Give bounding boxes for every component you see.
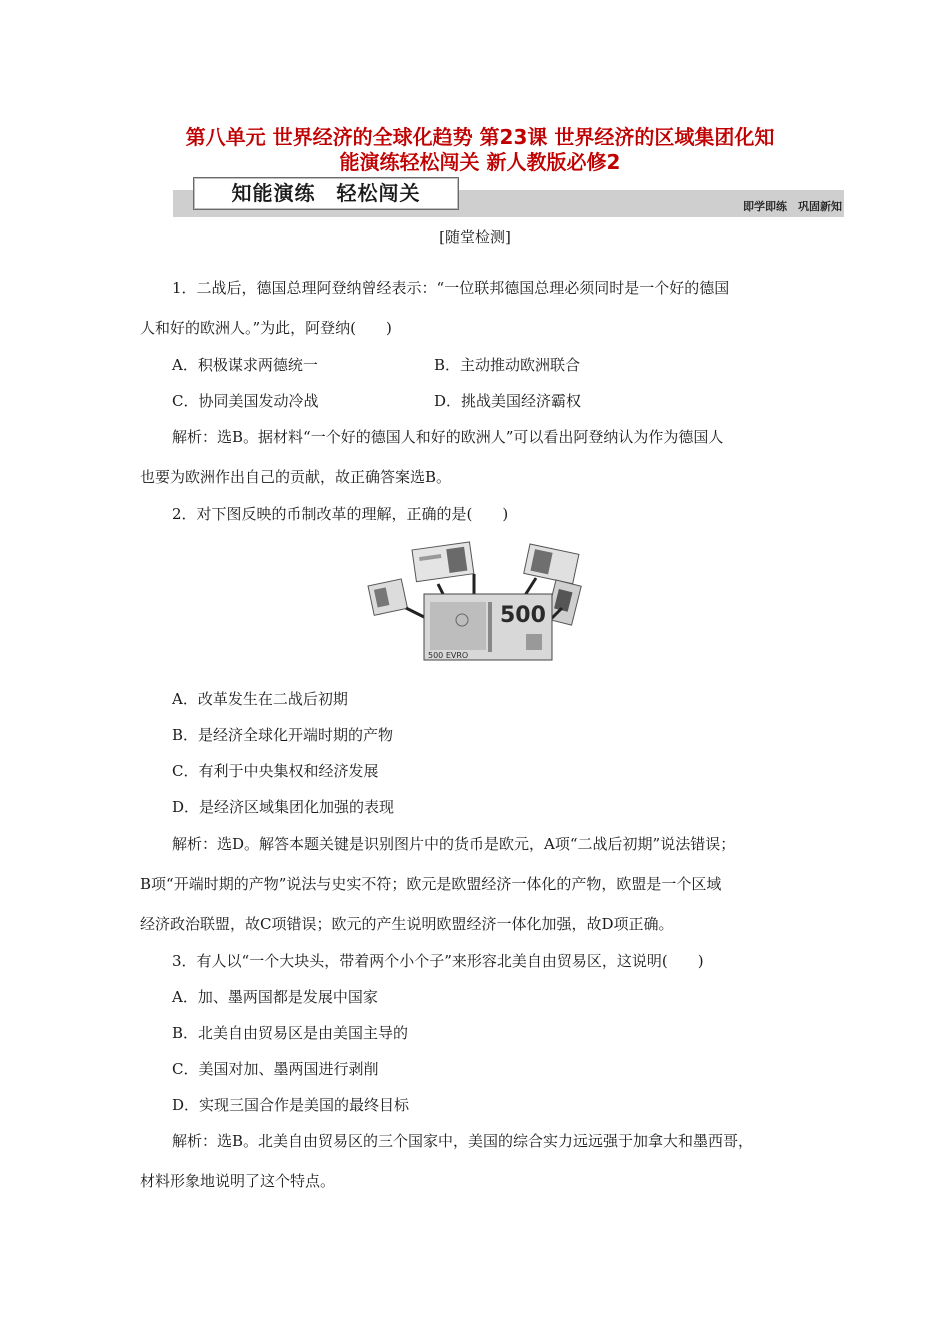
q2-stem: 2．对下图反映的币制改革的理解，正确的是( ): [172, 505, 509, 523]
q1-analysis-line-2: 也要为欧洲作出自己的贡献，故正确答案选B。: [140, 468, 452, 486]
banner-subtitle: 即学即练 巩固新知: [743, 200, 842, 213]
q2-analysis-line-2: B项“开端时期的产物”说法与史实不符；欧元是欧盟经济一体化的产物，欧盟是一个区域: [140, 875, 722, 893]
q2-analysis-line-3: 经济政治联盟，故C项错误；欧元的产生说明欧盟经济一体化加强，故D项正确。: [140, 915, 674, 933]
q3-analysis-line-2: 材料形象地说明了这个特点。: [140, 1172, 336, 1190]
q2-analysis-line-1: 解析：选D。解答本题关键是识别图片中的货币是欧元，A项“二战后初期”说法错误；: [172, 835, 736, 853]
document-title-line-2: 能演练轻松闯关 新人教版必修2: [339, 150, 621, 174]
q3-stem: 3．有人以“一个大块头，带着两个小个子”来形容北美自由贸易区，这说明( ): [172, 952, 704, 970]
document-title-line-1: 第八单元 世界经济的全球化趋势 第23课 世界经济的区域集团化知: [185, 125, 775, 149]
q1-option-b: B．主动推动欧洲联合: [434, 356, 581, 374]
section-label: [随堂检测]: [439, 228, 511, 246]
q3-option-c: C．美国对加、墨两国进行剥削: [172, 1060, 379, 1078]
banknote-small-left: [368, 579, 407, 615]
banknote-500-euro: [424, 594, 552, 660]
q2-option-a: A．改革发生在二战后初期: [172, 690, 348, 708]
euro-currency-figure: [366, 538, 584, 664]
q1-stem-line-2: 人和好的欧洲人。”为此，阿登纳( ): [140, 319, 392, 337]
q2-option-b: B．是经济全球化开端时期的产物: [172, 726, 394, 744]
q2-option-c: C．有利于中央集权和经济发展: [172, 762, 379, 780]
q1-option-a: A．积极谋求两德统一: [172, 356, 318, 374]
q1-option-d: D．挑战美国经济霸权: [434, 392, 582, 410]
q3-option-d: D．实现三国合作是美国的最终目标: [172, 1096, 410, 1114]
banner-label: 知能演练 轻松闯关: [193, 177, 459, 210]
banknote-small-top-left: [412, 542, 474, 582]
banknote-small-top-right: [524, 544, 579, 584]
q3-option-a: A．加、墨两国都是发展中国家: [172, 988, 378, 1006]
banknote-denomination: 500: [500, 603, 546, 628]
banknote-corner-label: 500 EVRO: [428, 651, 469, 660]
q1-option-c: C．协同美国发动冷战: [172, 392, 319, 410]
q2-option-d: D．是经济区域集团化加强的表现: [172, 798, 395, 816]
q1-analysis-line-1: 解析：选B。据材料“一个好的德国人和好的欧洲人”可以看出阿登纳认为作为德国人: [172, 428, 724, 446]
q1-stem-line-1: 1．二战后，德国总理阿登纳曾经表示：“一位联邦德国总理必须同时是一个好的德国: [172, 279, 730, 297]
q3-option-b: B．北美自由贸易区是由美国主导的: [172, 1024, 409, 1042]
q3-analysis-line-1: 解析：选B。北美自由贸易区的三个国家中，美国的综合实力远远强于加拿大和墨西哥，: [172, 1132, 754, 1150]
